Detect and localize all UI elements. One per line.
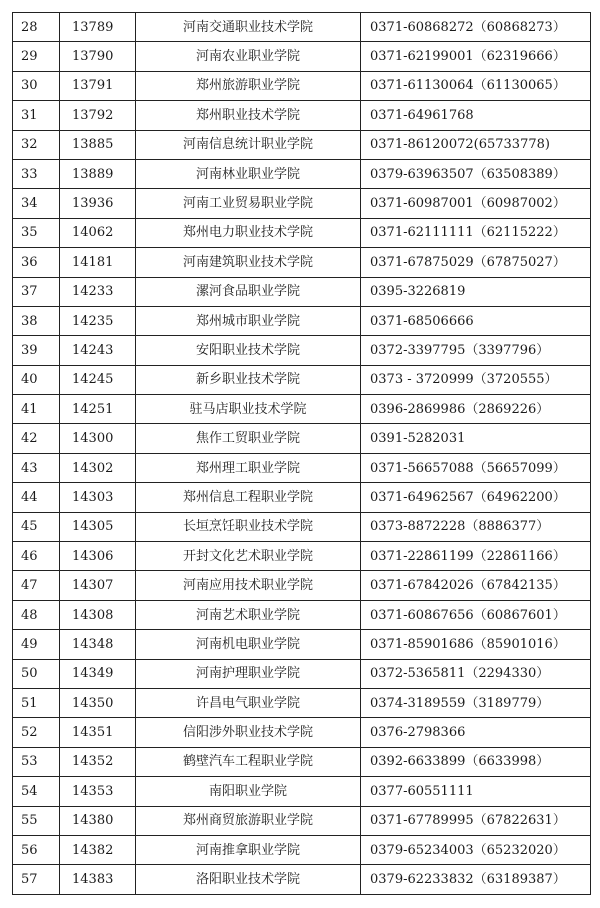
school-code-cell: 14308 xyxy=(60,600,136,629)
row-number-cell: 48 xyxy=(13,600,60,629)
row-number-cell: 40 xyxy=(13,365,60,394)
school-code-cell: 14181 xyxy=(60,248,136,277)
table-row xyxy=(13,659,591,688)
school-code-cell: 13789 xyxy=(60,13,136,42)
table-row xyxy=(13,336,591,365)
phone-cell: 0392-6633899（6633998） xyxy=(361,747,591,776)
table-row xyxy=(13,277,591,306)
phone-cell: 0371-60867656（60867601） xyxy=(361,600,591,629)
school-name-cell: 河南建筑职业技术学院 xyxy=(136,248,361,277)
school-code-cell: 14352 xyxy=(60,747,136,776)
row-number-cell: 29 xyxy=(13,42,60,71)
school-code-cell: 14245 xyxy=(60,365,136,394)
phone-cell: 0377-60551111 xyxy=(361,777,591,806)
school-code-cell: 14251 xyxy=(60,395,136,424)
row-number-cell: 33 xyxy=(13,159,60,188)
school-code-cell: 14302 xyxy=(60,453,136,482)
row-number-cell: 51 xyxy=(13,688,60,717)
school-code-cell: 14348 xyxy=(60,630,136,659)
school-name-cell: 河南交通职业技术学院 xyxy=(136,13,361,42)
table-row xyxy=(13,395,591,424)
school-code-cell: 14306 xyxy=(60,542,136,571)
table-row xyxy=(13,571,591,600)
phone-cell: 0374-3189559（3189779） xyxy=(361,688,591,717)
row-number-cell: 47 xyxy=(13,571,60,600)
phone-cell: 0371-60987001（60987002） xyxy=(361,189,591,218)
row-number-cell: 55 xyxy=(13,806,60,835)
phone-cell: 0371-64962567（64962200） xyxy=(361,483,591,512)
phone-cell: 0371-62111111（62115222） xyxy=(361,218,591,247)
school-name-cell: 长垣烹饪职业技术学院 xyxy=(136,512,361,541)
table-row xyxy=(13,688,591,717)
table-row xyxy=(13,865,591,894)
school-name-cell: 信阳涉外职业技术学院 xyxy=(136,718,361,747)
phone-cell: 0376-2798366 xyxy=(361,718,591,747)
phone-cell: 0371-22861199（22861166） xyxy=(361,542,591,571)
school-name-cell: 郑州旅游职业学院 xyxy=(136,71,361,100)
table-row xyxy=(13,512,591,541)
school-code-cell: 14243 xyxy=(60,336,136,365)
row-number-cell: 52 xyxy=(13,718,60,747)
table-row xyxy=(13,248,591,277)
row-number-cell: 34 xyxy=(13,189,60,218)
row-number-cell: 44 xyxy=(13,483,60,512)
phone-cell: 0379-65234003（65232020） xyxy=(361,835,591,864)
row-number-cell: 46 xyxy=(13,542,60,571)
row-number-cell: 45 xyxy=(13,512,60,541)
row-number-cell: 30 xyxy=(13,71,60,100)
table-row xyxy=(13,718,591,747)
school-code-cell: 13792 xyxy=(60,101,136,130)
school-code-cell: 14305 xyxy=(60,512,136,541)
school-name-cell: 河南农业职业学院 xyxy=(136,42,361,71)
school-name-cell: 洛阳职业技术学院 xyxy=(136,865,361,894)
table-row xyxy=(13,453,591,482)
table-row xyxy=(13,542,591,571)
school-code-cell: 14233 xyxy=(60,277,136,306)
school-name-cell: 郑州商贸旅游职业学院 xyxy=(136,806,361,835)
school-name-cell: 河南信息统计职业学院 xyxy=(136,130,361,159)
school-name-cell: 郑州职业技术学院 xyxy=(136,101,361,130)
phone-cell: 0396-2869986（2869226） xyxy=(361,395,591,424)
table-row xyxy=(13,306,591,335)
table-row xyxy=(13,101,591,130)
row-number-cell: 42 xyxy=(13,424,60,453)
school-code-cell: 14353 xyxy=(60,777,136,806)
phone-cell: 0371-86120072(65733778) xyxy=(361,130,591,159)
table-row xyxy=(13,71,591,100)
phone-cell: 0395-3226819 xyxy=(361,277,591,306)
phone-cell: 0379-62233832（63189387） xyxy=(361,865,591,894)
school-name-cell: 河南应用技术职业学院 xyxy=(136,571,361,600)
phone-cell: 0372-3397795（3397796） xyxy=(361,336,591,365)
school-code-cell: 14382 xyxy=(60,835,136,864)
school-code-cell: 14351 xyxy=(60,718,136,747)
row-number-cell: 56 xyxy=(13,835,60,864)
table-row xyxy=(13,13,591,42)
table-row xyxy=(13,424,591,453)
phone-cell: 0391-5282031 xyxy=(361,424,591,453)
school-code-cell: 14307 xyxy=(60,571,136,600)
table-row xyxy=(13,835,591,864)
phone-cell: 0379-63963507（63508389） xyxy=(361,159,591,188)
row-number-cell: 57 xyxy=(13,865,60,894)
table-body xyxy=(13,13,591,895)
row-number-cell: 32 xyxy=(13,130,60,159)
school-contact-table xyxy=(12,12,591,895)
phone-cell: 0371-67789995（67822631） xyxy=(361,806,591,835)
school-code-cell: 13790 xyxy=(60,42,136,71)
table-row xyxy=(13,777,591,806)
phone-cell: 0372-5365811（2294330） xyxy=(361,659,591,688)
phone-cell: 0373-8872228（8886377） xyxy=(361,512,591,541)
phone-cell: 0371-67875029（67875027） xyxy=(361,248,591,277)
phone-cell: 0371-64961768 xyxy=(361,101,591,130)
school-code-cell: 13885 xyxy=(60,130,136,159)
row-number-cell: 50 xyxy=(13,659,60,688)
row-number-cell: 53 xyxy=(13,747,60,776)
school-name-cell: 鹤壁汽车工程职业学院 xyxy=(136,747,361,776)
table-row xyxy=(13,483,591,512)
school-code-cell: 13791 xyxy=(60,71,136,100)
table-row xyxy=(13,130,591,159)
school-code-cell: 13936 xyxy=(60,189,136,218)
row-number-cell: 54 xyxy=(13,777,60,806)
school-code-cell: 14383 xyxy=(60,865,136,894)
school-name-cell: 河南工业贸易职业学院 xyxy=(136,189,361,218)
school-name-cell: 郑州信息工程职业学院 xyxy=(136,483,361,512)
school-code-cell: 13889 xyxy=(60,159,136,188)
phone-cell: 0371-67842026（67842135） xyxy=(361,571,591,600)
school-name-cell: 开封文化艺术职业学院 xyxy=(136,542,361,571)
phone-cell: 0371-60868272（60868273） xyxy=(361,13,591,42)
table-row xyxy=(13,747,591,776)
school-name-cell: 安阳职业技术学院 xyxy=(136,336,361,365)
school-name-cell: 郑州电力职业技术学院 xyxy=(136,218,361,247)
school-name-cell: 河南机电职业学院 xyxy=(136,630,361,659)
row-number-cell: 43 xyxy=(13,453,60,482)
phone-cell: 0371-85901686（85901016） xyxy=(361,630,591,659)
row-number-cell: 37 xyxy=(13,277,60,306)
row-number-cell: 39 xyxy=(13,336,60,365)
school-name-cell: 河南推拿职业学院 xyxy=(136,835,361,864)
phone-cell: 0373 - 3720999（3720555） xyxy=(361,365,591,394)
school-name-cell: 河南林业职业学院 xyxy=(136,159,361,188)
school-code-cell: 14235 xyxy=(60,306,136,335)
school-name-cell: 驻马店职业技术学院 xyxy=(136,395,361,424)
row-number-cell: 36 xyxy=(13,248,60,277)
school-name-cell: 河南艺术职业学院 xyxy=(136,600,361,629)
school-code-cell: 14303 xyxy=(60,483,136,512)
school-name-cell: 郑州城市职业学院 xyxy=(136,306,361,335)
row-number-cell: 49 xyxy=(13,630,60,659)
school-name-cell: 焦作工贸职业学院 xyxy=(136,424,361,453)
school-name-cell: 新乡职业技术学院 xyxy=(136,365,361,394)
table-row xyxy=(13,600,591,629)
school-name-cell: 河南护理职业学院 xyxy=(136,659,361,688)
row-number-cell: 28 xyxy=(13,13,60,42)
school-code-cell: 14350 xyxy=(60,688,136,717)
table-row xyxy=(13,365,591,394)
row-number-cell: 31 xyxy=(13,101,60,130)
school-code-cell: 14380 xyxy=(60,806,136,835)
school-name-cell: 南阳职业学院 xyxy=(136,777,361,806)
school-name-cell: 许昌电气职业学院 xyxy=(136,688,361,717)
table-row xyxy=(13,806,591,835)
phone-cell: 0371-62199001（62319666） xyxy=(361,42,591,71)
school-name-cell: 郑州理工职业学院 xyxy=(136,453,361,482)
table-row xyxy=(13,189,591,218)
table-row xyxy=(13,42,591,71)
phone-cell: 0371-61130064（61130065） xyxy=(361,71,591,100)
table-row xyxy=(13,218,591,247)
table-row xyxy=(13,159,591,188)
phone-cell: 0371-56657088（56657099） xyxy=(361,453,591,482)
row-number-cell: 41 xyxy=(13,395,60,424)
school-code-cell: 14300 xyxy=(60,424,136,453)
phone-cell: 0371-68506666 xyxy=(361,306,591,335)
school-name-cell: 漯河食品职业学院 xyxy=(136,277,361,306)
table-row xyxy=(13,630,591,659)
row-number-cell: 38 xyxy=(13,306,60,335)
school-code-cell: 14349 xyxy=(60,659,136,688)
row-number-cell: 35 xyxy=(13,218,60,247)
school-code-cell: 14062 xyxy=(60,218,136,247)
